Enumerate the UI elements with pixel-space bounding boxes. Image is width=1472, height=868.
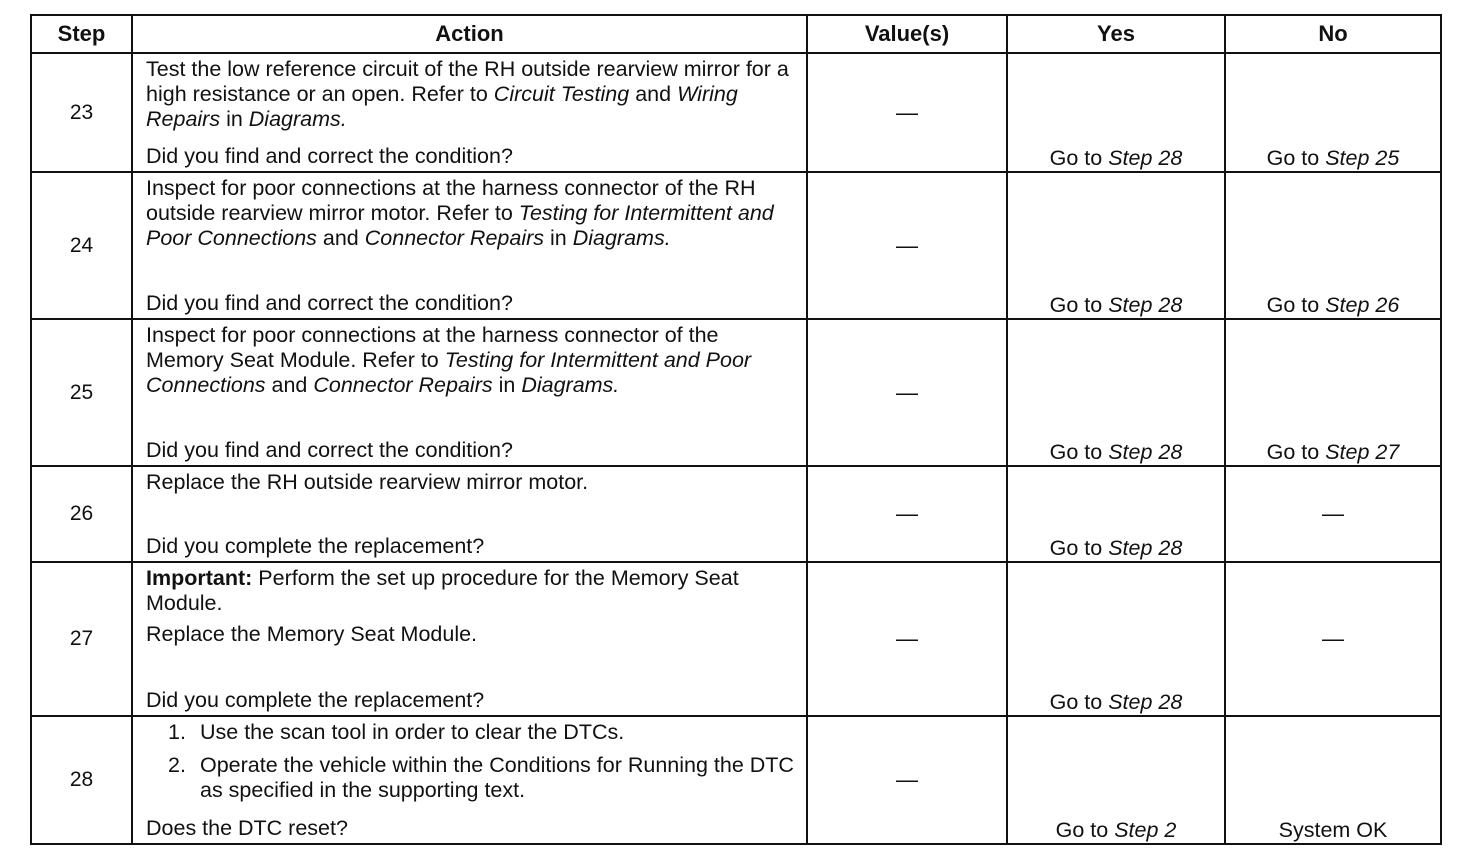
action-question: Did you find and correct the condition? — [146, 291, 513, 315]
action-cell — [132, 172, 807, 319]
important-note: Important: Perform the set up procedure for the Memory Seat Module. — [146, 566, 739, 615]
no-step-link: Step 26 — [1325, 293, 1400, 317]
yes-cell: Go to Step 28 — [1007, 172, 1225, 319]
table-row — [31, 716, 1441, 844]
table-row — [31, 53, 1441, 172]
action-question: Did you find and correct the condition? — [146, 144, 513, 168]
step-number: 28 — [31, 716, 132, 844]
action-instruction: Inspect for poor connections at the harness connector of the RH outside rearview mirror motor. Refer to Testing for Intermittent and Poor Connections and Connector Repairs in Diagrams. — [146, 176, 774, 250]
list-item: 1. Use the scan tool in order to clear the DTCs. — [168, 720, 625, 744]
action-question: Did you find and correct the condition? — [146, 438, 513, 462]
action-question: Did you complete the replacement? — [146, 688, 485, 712]
no-step-link: Step 27 — [1325, 440, 1400, 464]
yes-step-link: Step 28 — [1108, 146, 1183, 170]
value-cell: — — [807, 319, 1007, 466]
action-cell — [132, 319, 807, 466]
value-cell: — — [807, 172, 1007, 319]
yes-cell: Go to Step 28 — [1007, 562, 1225, 716]
step-number: 27 — [31, 562, 132, 716]
yes-step-link: Step 28 — [1108, 690, 1183, 714]
no-cell: Go to Step 25 — [1225, 53, 1441, 172]
header-step: Step — [31, 15, 132, 53]
table-row — [31, 319, 1441, 466]
no-step-link: Step 25 — [1325, 146, 1400, 170]
action-instruction: Inspect for poor connections at the harness connector of the Memory Seat Module. Refer to Testing for Intermittent and Poor Connections and Connector Repairs in Diagrams. — [146, 323, 752, 397]
header-action: Action — [132, 15, 807, 53]
action-question: Does the DTC reset? — [146, 816, 348, 840]
step-number: 23 — [31, 53, 132, 172]
step-number: 26 — [31, 466, 132, 562]
action-instruction: Replace the Memory Seat Module. — [146, 622, 478, 646]
yes-step-link: Step 2 — [1114, 818, 1177, 842]
action-question: Did you complete the replacement? — [146, 534, 485, 558]
yes-step-link: Step 28 — [1108, 536, 1183, 560]
no-cell: — — [1225, 562, 1441, 716]
action-instruction: Replace the RH outside rearview mirror motor. — [146, 470, 589, 494]
action-instruction: Test the low reference circuit of the RH outside rearview mirror for a high resistance or an open. Refer to Circuit Testing and Wiring Repairs in Diagrams. — [146, 57, 789, 131]
yes-step-link: Step 28 — [1108, 440, 1183, 464]
numbered-list — [146, 720, 796, 803]
no-cell: — — [1225, 466, 1441, 562]
value-cell: — — [807, 53, 1007, 172]
yes-cell: Go to Step 28 — [1007, 53, 1225, 172]
no-cell: Go to Step 26 — [1225, 172, 1441, 319]
value-cell: — — [807, 716, 1007, 844]
diagnostic-table — [30, 14, 1442, 845]
no-cell: System OK — [1225, 716, 1441, 844]
step-number: 25 — [31, 319, 132, 466]
yes-step-link: Step 28 — [1108, 293, 1183, 317]
yes-cell: Go to Step 2 — [1007, 716, 1225, 844]
step-number: 24 — [31, 172, 132, 319]
action-cell — [132, 562, 807, 716]
yes-cell: Go to Step 28 — [1007, 319, 1225, 466]
table-row — [31, 466, 1441, 562]
header-no: No — [1225, 15, 1441, 53]
table-row — [31, 562, 1441, 716]
action-cell — [132, 466, 807, 562]
value-cell: — — [807, 562, 1007, 716]
value-cell: — — [807, 466, 1007, 562]
header-yes: Yes — [1007, 15, 1225, 53]
header-row — [31, 15, 1441, 53]
action-cell — [132, 53, 807, 172]
table-row — [31, 172, 1441, 319]
header-values: Value(s) — [807, 15, 1007, 53]
yes-cell: Go to Step 28 — [1007, 466, 1225, 562]
action-cell — [132, 716, 807, 844]
no-cell: Go to Step 27 — [1225, 319, 1441, 466]
list-item: 2. Operate the vehicle within the Conditions for Running the DTC as specified in the supporting text. — [168, 753, 794, 802]
